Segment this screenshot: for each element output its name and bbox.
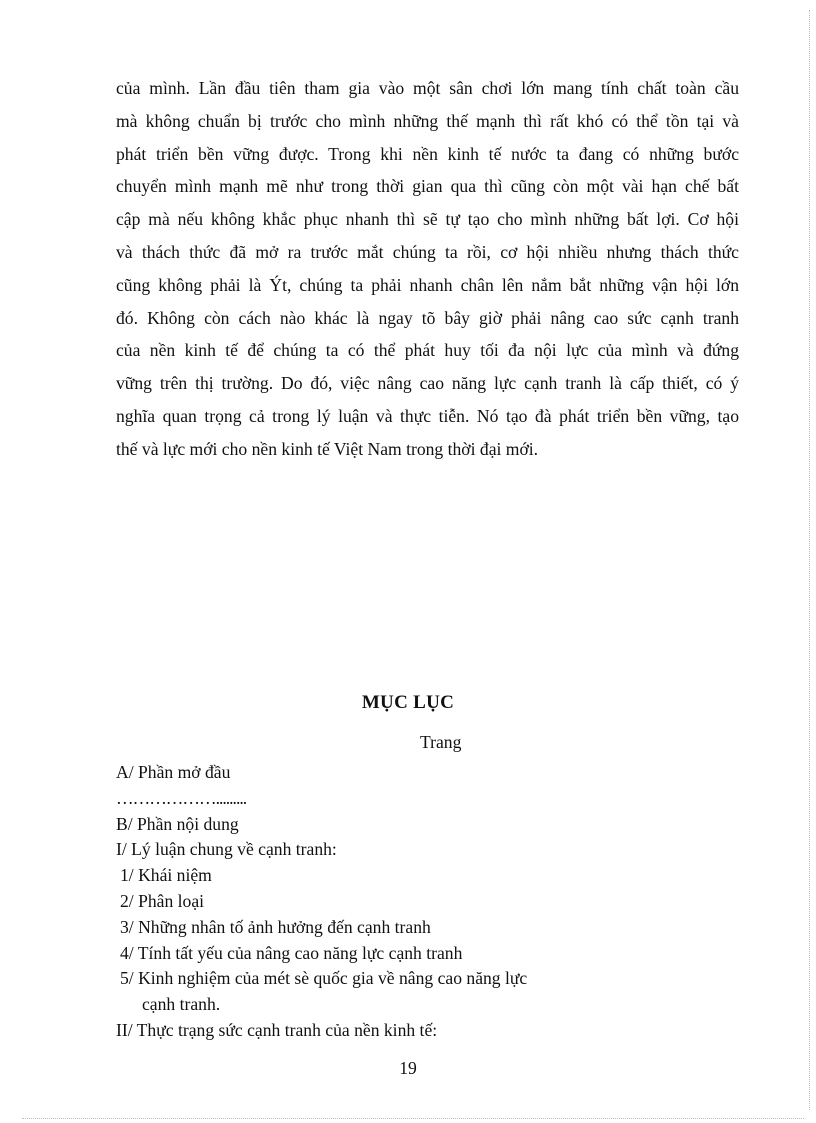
page-right-border <box>809 10 810 1110</box>
paragraph-line: vững trên thị trường. Do đó, việc nâng cao năng lực cạnh tranh là cấp thiết, có ý <box>116 373 739 394</box>
body-paragraph <box>116 72 739 466</box>
paragraph-line: nghĩa quan trọng cả trong lý luận và thực tiễn. Nó tạo đà phát triển bền vững, tạo <box>116 405 739 426</box>
toc-item-content: B/ Phần nội dung <box>116 813 239 834</box>
paragraph-line-last: thế và lực mới cho nền kinh tế Việt Nam trong thời đại mới. <box>116 438 539 459</box>
paragraph-line: mà không chuẩn bị trước cho mình những thế mạnh thì rất khó có thể tồn tại và <box>116 110 739 131</box>
toc-item-1-2: 2/ Phân loại <box>120 890 205 911</box>
toc-item-1-5-continued: cạnh tranh. <box>142 994 221 1015</box>
toc-item-section-1: I/ Lý luận chung về cạnh tranh: <box>116 839 337 860</box>
paragraph-line: đó. Không còn cách nào khác là ngay tõ bây giờ phải nâng cao sức cạnh tranh <box>116 307 739 328</box>
paragraph-line: phát triển bền vững được. Trong khi nền kinh tế nước ta đang có những bước <box>116 143 739 164</box>
toc-item-intro: A/ Phần mở đầu <box>116 762 231 782</box>
paragraph-line: cập mà nếu không khắc phục nhanh thì sẽ tự tạo cho mình những bất lợi. Cơ hội <box>116 209 739 230</box>
table-of-contents <box>116 760 527 1044</box>
paragraph-line: và thách thức đã mở ra trước mắt chúng ta rồi, cơ hội nhiều nhưng thách thức <box>116 241 739 262</box>
paragraph-line: cũng không phải là Ýt, chúng ta phải nhanh chân lên nắm bắt những vận hội lớn <box>116 274 739 295</box>
toc-title: MỤC LỤC <box>361 692 455 713</box>
toc-item-1-1: 1/ Khái niệm <box>120 865 212 886</box>
toc-item-1-5: 5/ Kinh nghiệm của mét sè quốc gia về nâng cao năng lực <box>120 968 528 989</box>
paragraph-line: của mình. Lần đầu tiên tham gia vào một sân chơi lớn mang tính chất toàn cầu <box>116 78 739 98</box>
paragraph-line: chuyển mình mạnh mẽ như trong thời gian qua thì cũng còn một vài hạn chế bất <box>116 176 739 197</box>
toc-item-section-2: II/ Thực trạng sức cạnh tranh của nền kinh tế: <box>116 1019 438 1040</box>
toc-dot-leader: ………………......... <box>116 787 247 808</box>
paragraph-line: của nền kinh tế để chúng ta có thể phát huy tối đa nội lực của mình và đứng <box>116 340 739 361</box>
toc-item-1-3: 3/ Những nhân tố ảnh hưởng đến cạnh tranh <box>120 916 431 937</box>
toc-page-label: Trang <box>420 732 462 752</box>
page-number: 19 <box>399 1058 417 1078</box>
toc-item-1-4: 4/ Tính tất yếu của nâng cao năng lực cạnh tranh <box>120 942 463 963</box>
page-bottom-border <box>22 1118 804 1119</box>
